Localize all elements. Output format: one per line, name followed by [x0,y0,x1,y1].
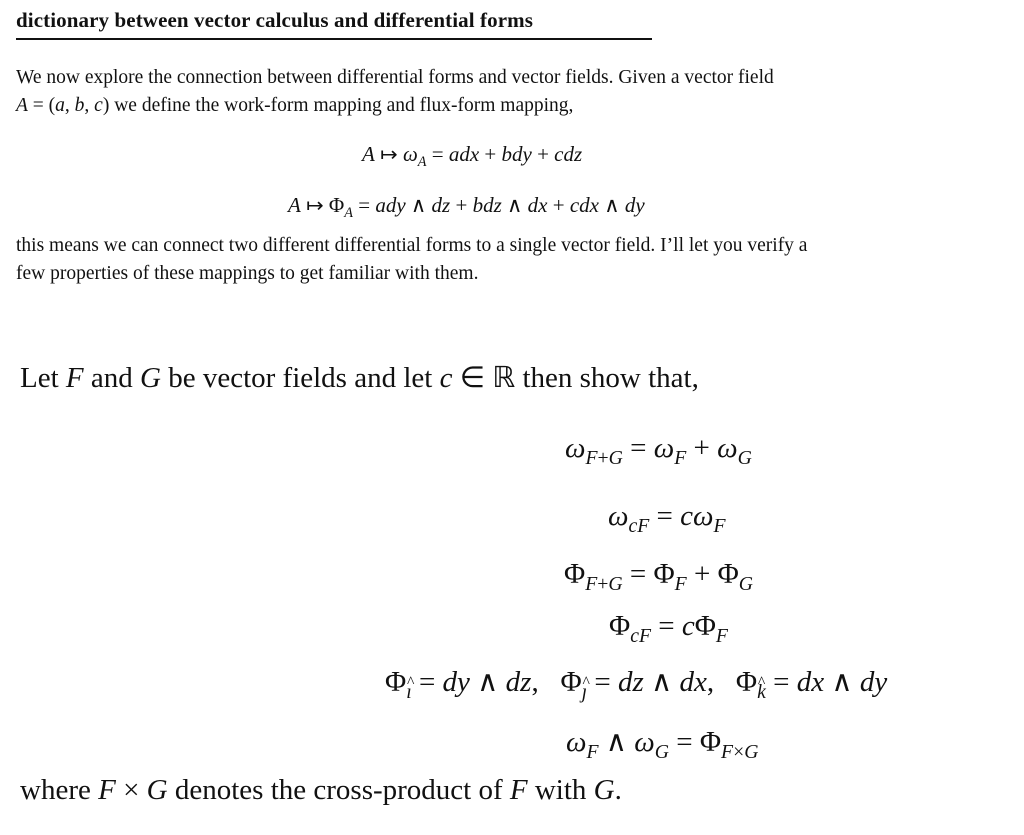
work-form-equation: A ↦ $\omega_A$ = adx + bdy + cdz [362,142,583,170]
intro-line-1: We now explore the connection between differential forms and vector fields. Given a vector field [16,67,774,88]
explanation-line-1: this means we can connect two different differential forms to a single vector field. I’ll let you verify a [16,235,808,256]
explanation-paragraph [16,232,1016,288]
intro-line-2: A = (a, b, c) we define the work-form mapping and flux-form mapping, [16,95,574,116]
equation-wedge-cross: $\omega_F$ ∧ $\omega_G = \Phi_{F\times G}$ [566,726,759,763]
explanation-line-2: few properties of these mappings to get familiar with them. [16,263,479,284]
flux-form-equation: A ↦ $\Phi_A$ = ady ∧ dz + bdz ∧ dx + cdx ∧ dy [288,193,645,221]
exercise-prompt: Let F and G be vector fields and let c ∈ ℝ then show that, [20,362,699,394]
intro-line-2-text: we define the work-form mapping and flux-form mapping, [109,95,574,116]
cross-product-note: where F × G denotes the cross-product of F with G. [20,774,622,806]
vector-field-definition: A [16,95,28,116]
equation-flux-scaling: $\Phi_{cF} = c\Phi_F$ [609,610,728,647]
equation-work-scaling: $\omega_{cF} = c\omega_F$ [608,500,726,537]
equation-flux-basis: $\Phi_ı$ = dy ∧ dz, $\Phi_ȷ$ = dz ∧ dx, $\Phi_k$ = dx ∧ dy [385,666,888,703]
section-title: dictionary between vector calculus and differential forms [16,8,534,32]
equation-flux-additivity: $\Phi_{F+G} = \Phi_F + \Phi_G$ [564,558,754,595]
intro-paragraph [16,64,1016,120]
equation-work-additivity: $\omega_{F+G} = \omega_F + \omega_G$ [565,432,752,469]
title-underline [16,38,652,40]
